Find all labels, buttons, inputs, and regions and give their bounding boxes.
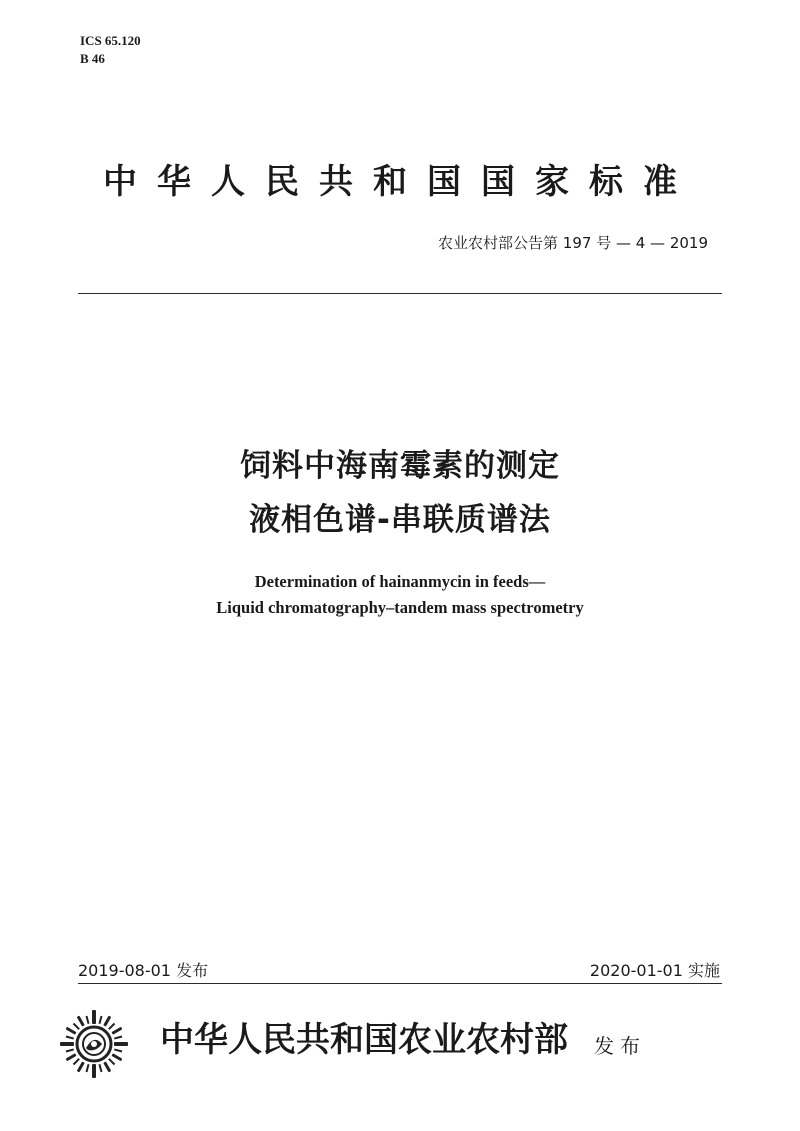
classification-codes: [80, 32, 141, 68]
top-divider: [78, 293, 722, 294]
issue-label: 发布: [594, 1034, 646, 1058]
standard-number: 农业农村部公告第 197 号 — 4 — 2019: [438, 234, 708, 252]
standard-title: 中华人民共和国国家标准: [103, 162, 697, 202]
ministry-emblem-icon: [58, 1008, 130, 1080]
english-title-line-2: Liquid chromatography–tandem mass spectrometry: [216, 598, 584, 617]
issuing-authority: 中华人民共和国农业农村部: [160, 1020, 568, 1060]
release-date: 2019-08-01 发布: [78, 961, 209, 980]
ics-code: ICS 65.120: [80, 33, 141, 48]
chinese-title-line-1: 饲料中海南霉素的测定: [240, 448, 560, 484]
bottom-divider: [78, 983, 722, 984]
implementation-date: 2020-01-01 实施: [589, 961, 720, 980]
ccs-code: B 46: [80, 51, 105, 66]
english-title-line-1: Determination of hainanmycin in feeds—: [254, 572, 546, 591]
chinese-title-line-2: 液相色谱-串联质谱法: [249, 502, 551, 538]
